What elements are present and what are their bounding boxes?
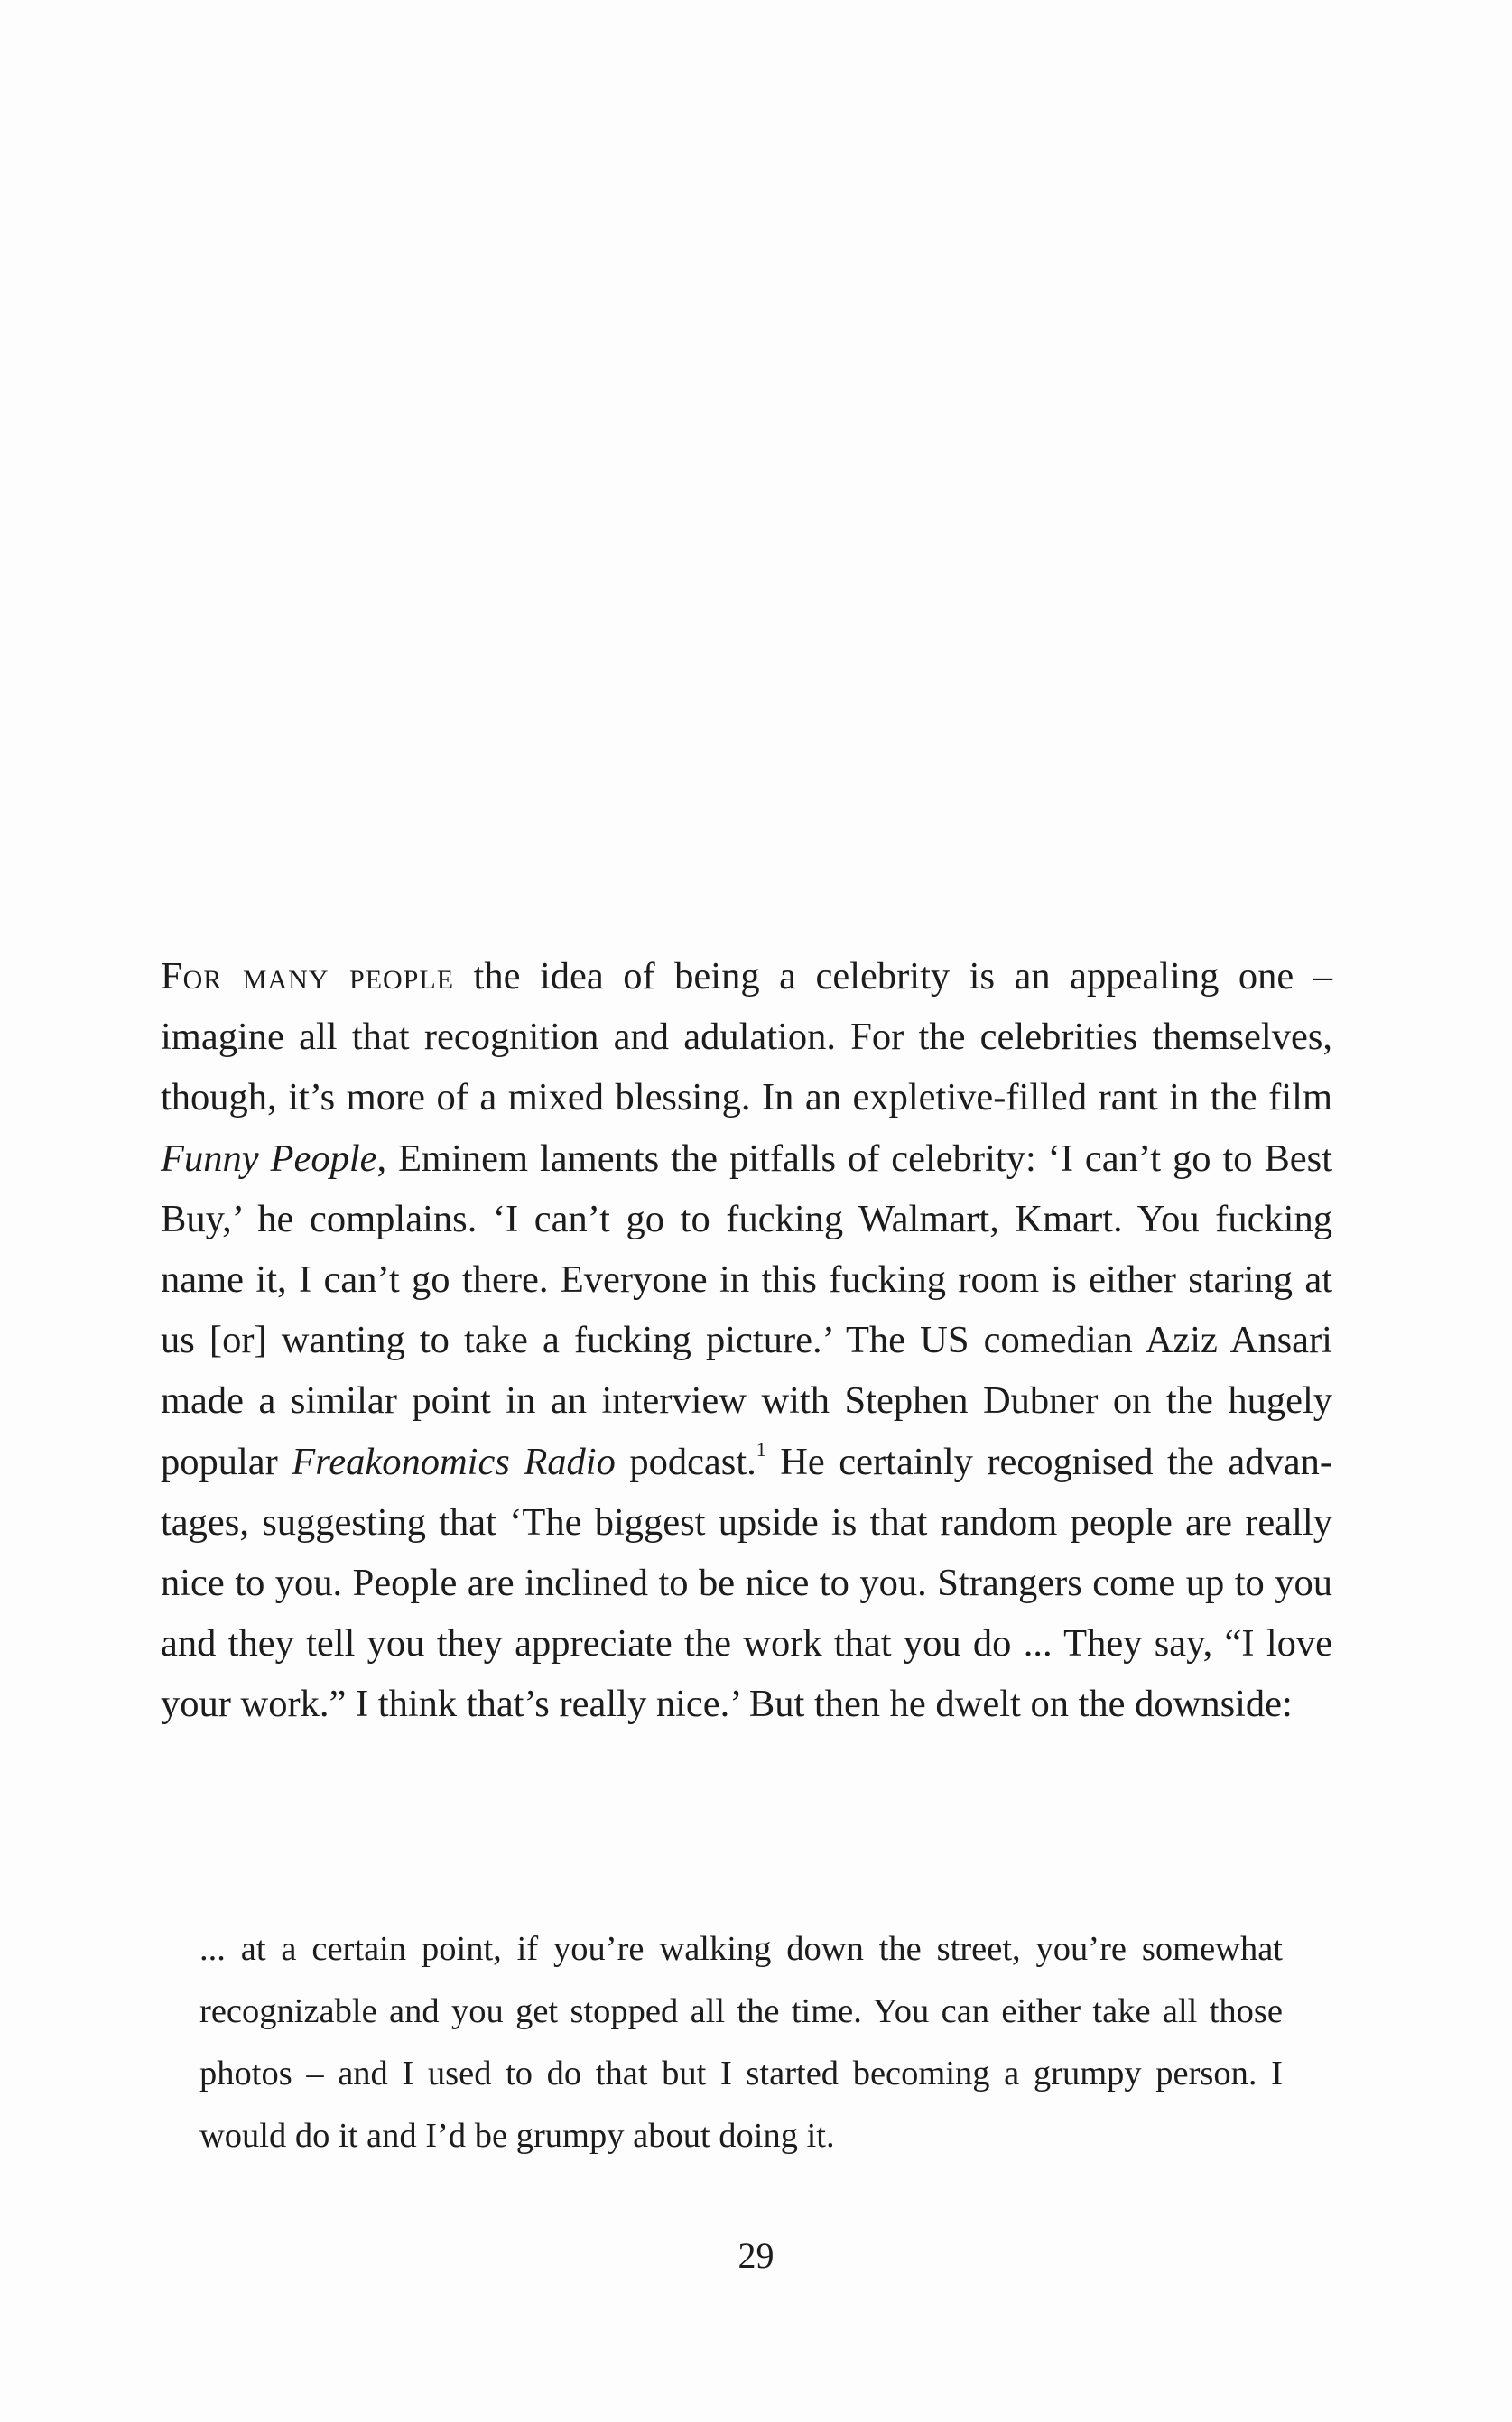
- film-title: Funny People: [161, 1137, 377, 1180]
- podcast-title: Freakonomics Radio: [292, 1440, 616, 1483]
- paragraph-text-2: , Eminem laments the pitfalls of celebrity: ‘I can’t go to Best Buy,’ he complains. ‘I can’t go to fucking Walmart, Kmart. You fucking name it, I can’t go there. Everyone in this fucking room is either staring at us [or] wanting to take a fucking picture.’ The US comedian Aziz Ansari made a similar point in an interview with Stephen Dubner on the hugely popular: [161, 1137, 1332, 1483]
- page-number: 29: [737, 2235, 775, 2276]
- paragraph-text-3: podcast.: [615, 1440, 756, 1483]
- small-caps-lead-in: For many people: [161, 955, 455, 998]
- footnote-reference: 1: [756, 1438, 766, 1462]
- body-paragraph: [161, 946, 1332, 1735]
- block-quote: ... at a certain point, if you’re walking down the street, you’re somewhat recognizable and you get stopped all the time. You can either take all those photos – and I used to do that but I started becoming a grumpy person. I would do it and I’d be grumpy about doing it.: [199, 1930, 1283, 2155]
- paragraph-text-4: He certainly recognised the advantages, suggesting that ‘The biggest upside is that random people are really nice to you. People are inclined to be nice to you. Strangers come up to you and they tell you they appreciate the work that you do ... They say, “I love your work.” I think that’s really nice.’ But then he dwelt on the downside:: [161, 1440, 1332, 1726]
- paragraph-text-1: the idea of being a celebrity is an appealing one – imagine all that recognition and adulation. For the celebrities themselves, though, it’s more of a mixed blessing. In an expletive-filled rant in the film: [161, 955, 1332, 1119]
